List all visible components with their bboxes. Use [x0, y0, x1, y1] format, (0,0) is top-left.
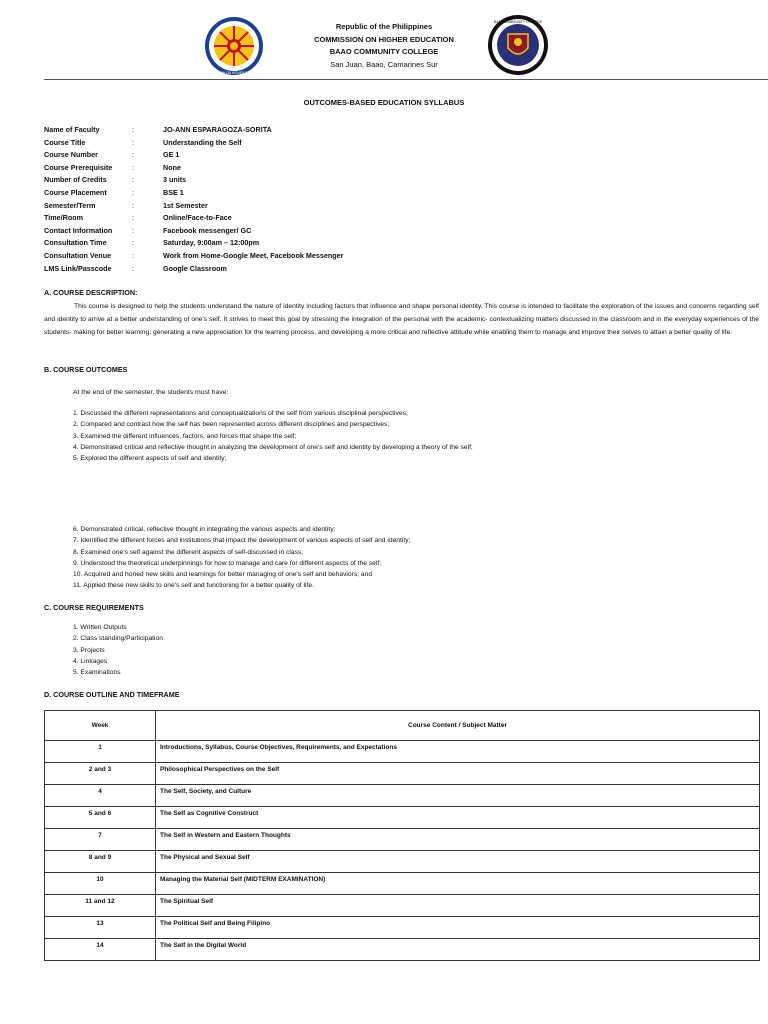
list-item: 1. Written Outputs	[73, 624, 127, 631]
info-separator: :	[132, 175, 134, 185]
letterhead	[0, 21, 768, 71]
outcomes-list-2	[73, 524, 410, 592]
info-label: Consultation Venue	[44, 250, 112, 260]
info-row	[44, 250, 343, 263]
address-line: San Juan, Baao, Camarines Sur	[330, 59, 438, 69]
week-cell: 14	[45, 939, 156, 961]
table-row	[45, 917, 760, 939]
table-row	[45, 807, 760, 829]
content-cell: Philosophical Perspectives on the Self	[156, 763, 760, 785]
info-row	[44, 162, 343, 175]
info-row	[44, 124, 343, 137]
info-value: 3 units	[163, 175, 187, 185]
info-value: Facebook messenger/ GC	[163, 225, 252, 235]
info-separator: :	[132, 150, 134, 160]
content-cell: The Self as Cognitive Construct	[156, 807, 760, 829]
info-value: Understanding the Self	[163, 137, 242, 147]
list-item: 2. Compared and contrast how the self has been represented across different disciplines and perspectives;	[73, 421, 390, 429]
table-row	[45, 741, 760, 763]
content-header: Course Content / Subject Matter	[156, 711, 760, 741]
course-description: This course is designed to help the students understand the nature of identity including factors that influence and shape personal identity. This course is intended to facilitate the exploration of the issues and concerns regarding self and identity to arrive at a better understanding of one's self. It strives to meet this goal by stressing the integration of the personal with the academic- contextualizing matters discussed in the classroom and in the everyday experiences of the students- making for better learning, generating a new appreciation for the learning process, and developing a more critical and reflective attitude while enabling them to manage and improve their selves to attain a better quality of life.	[44, 303, 759, 336]
info-row	[44, 174, 343, 187]
list-item: 4. Linkages	[73, 657, 108, 665]
info-label: Course Title	[44, 137, 86, 147]
info-label: Consultation Time	[44, 238, 107, 248]
svg-text:BAAO COMMUNITY COLLEGE: BAAO COMMUNITY COLLEGE	[493, 20, 543, 24]
content-cell: The Physical and Sexual Self	[156, 851, 760, 873]
week-cell: 2 and 3	[45, 763, 156, 785]
content-cell: The Spiritual Self	[156, 895, 760, 917]
info-separator: :	[132, 263, 134, 273]
week-header: Week	[45, 711, 156, 741]
table-row	[45, 873, 760, 895]
info-label: Time/Room	[44, 213, 84, 223]
info-separator: :	[132, 213, 134, 223]
week-cell: 7	[45, 829, 156, 851]
table-row	[45, 851, 760, 873]
section-c-heading: C. COURSE REQUIREMENTS	[44, 603, 144, 612]
list-item: 5. Examinations	[73, 669, 121, 677]
info-value: Google Classroom	[163, 263, 227, 273]
syllabus-title: OUTCOMES-BASED EDUCATION SYLLABUS	[303, 98, 465, 107]
table-row	[45, 785, 760, 807]
info-row	[44, 237, 343, 250]
list-item: 3. Projects	[73, 646, 105, 654]
requirements-list	[73, 622, 163, 678]
info-row	[44, 149, 343, 162]
info-separator: :	[132, 137, 134, 147]
content-cell: The Self in Western and Eastern Thoughts	[156, 829, 760, 851]
info-row	[44, 187, 343, 200]
table-row	[45, 829, 760, 851]
table-header-row	[45, 711, 760, 741]
list-item: 8. Examined one's self against the different aspects of self-discussed in class;	[73, 548, 304, 556]
info-label: Course Number	[44, 150, 98, 160]
outcomes-list-1	[73, 408, 473, 464]
course-info	[44, 124, 343, 275]
info-value: 1st Semester	[163, 200, 208, 210]
section-b-heading: B. COURSE OUTCOMES	[44, 365, 128, 374]
info-separator: :	[132, 238, 134, 248]
table-row	[45, 895, 760, 917]
info-label: Course Prerequisite	[44, 162, 113, 172]
info-value: Saturday, 9:00am – 12:00pm	[163, 238, 260, 248]
info-label: Name of Faculty	[44, 125, 100, 134]
info-row	[44, 200, 343, 213]
info-value: Online/Face-to-Face	[163, 213, 232, 223]
info-separator: :	[132, 187, 134, 197]
section-d-heading: D. COURSE OUTLINE AND TIMEFRAME	[44, 690, 180, 699]
info-label: Number of Credits	[44, 175, 107, 185]
info-label: Contact Information	[44, 225, 113, 235]
week-cell: 8 and 9	[45, 851, 156, 873]
header-divider	[44, 79, 768, 80]
info-value: GE 1	[163, 150, 180, 160]
content-cell: Managing the Material Self (MIDTERM EXAMINATION)	[156, 873, 760, 895]
info-value: None	[163, 162, 181, 172]
list-item: 3. Examined the different influences, factors, and forces that shape the self;	[73, 432, 297, 440]
info-separator: :	[132, 162, 134, 172]
list-item: 7. Identified the different forces and institutions that impact the development of various aspects of self and identity;	[73, 537, 411, 545]
content-cell: Introductions, Syllabus, Course Objectives, Requirements, and Expectations	[156, 741, 760, 763]
section-a-heading: A. COURSE DESCRIPTION:	[44, 288, 138, 297]
list-item: 4. Demonstrated critical and reflective thought in analyzing the development of one's self and identity by developing a theory of the self;	[73, 443, 473, 451]
info-row	[44, 212, 343, 225]
ched-line: COMMISSION ON HIGHER EDUCATION	[314, 34, 454, 44]
info-label: Course Placement	[44, 187, 107, 197]
week-cell: 1	[45, 741, 156, 763]
outcomes-intro: At the end of the semester, the students must have:	[73, 389, 229, 396]
info-label: LMS Link/Passcode	[44, 263, 112, 273]
info-value: BSE 1	[163, 187, 184, 197]
info-separator: :	[132, 225, 134, 235]
list-item: 11. Applied these new skills to one's self and functioning for a better quality of life.	[73, 582, 314, 590]
info-label: Semester/Term	[44, 200, 96, 210]
info-value: JO-ANN ESPARAGOZA-SORITA	[163, 125, 272, 134]
table-row	[45, 763, 760, 785]
info-separator: :	[132, 200, 134, 210]
info-row	[44, 225, 343, 238]
college-seal-logo	[487, 14, 549, 76]
republic-line: Republic of the Philippines	[335, 22, 433, 31]
week-cell: 10	[45, 873, 156, 895]
content-cell: The Political Self and Being Filipino	[156, 917, 760, 939]
week-cell: 11 and 12	[45, 895, 156, 917]
svg-text:COMMISSION ON HIGHER EDUCATION: COMMISSION ON HIGHER EDUCATION	[204, 71, 264, 75]
list-item: 6. Demonstrated critical, reflective thought in integrating the various aspects and identity;	[73, 526, 336, 533]
info-row	[44, 263, 343, 276]
week-cell: 5 and 6	[45, 807, 156, 829]
week-cell: 4	[45, 785, 156, 807]
list-item: 5. Explored the different aspects of self and identity;	[73, 455, 227, 463]
week-cell: 13	[45, 917, 156, 939]
info-separator: :	[132, 125, 134, 134]
content-cell: The Self in the Digital World	[156, 939, 760, 961]
college-line: BAAO COMMUNITY COLLEGE	[329, 47, 439, 56]
course-outline-table	[44, 710, 760, 961]
list-item: 2. Class standing/Participation	[73, 635, 163, 643]
content-cell: The Self, Society, and Culture	[156, 785, 760, 807]
list-item: 10. Acquired and honed new skills and learnings for better managing of one's self and behaviors; and	[73, 571, 373, 579]
list-item: 9. Understood the theoretical underpinnings for how to manage and care for different aspects of the self;	[73, 559, 382, 567]
info-row	[44, 137, 343, 150]
info-value: Work from Home-Google Meet, Facebook Messenger	[163, 250, 344, 260]
info-separator: :	[132, 250, 134, 260]
table-row	[45, 939, 760, 961]
list-item: 1. Discussed the different representations and conceptualizations of the self from various disciplinal perspectives;	[73, 410, 408, 417]
